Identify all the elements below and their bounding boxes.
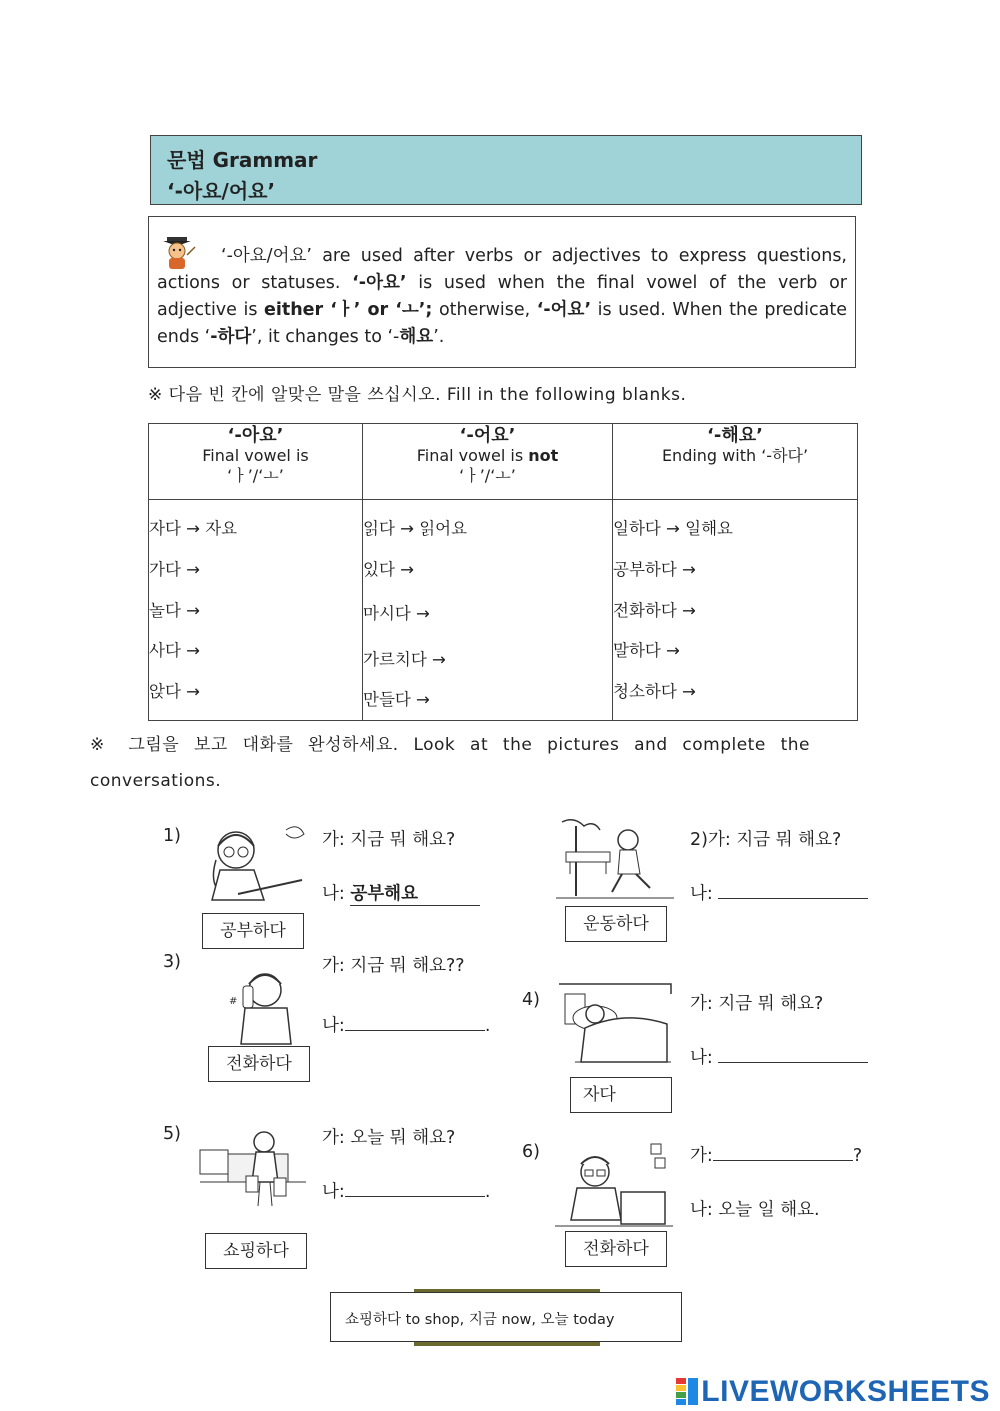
answer-input[interactable] [345,1030,485,1031]
grammar-header [150,135,862,205]
table-row[interactable]: 말하다 → [613,641,680,660]
table-row: 일하다 → 일해요 [613,519,733,538]
question-input[interactable] [713,1160,853,1161]
table-row[interactable]: 사다 → [149,641,200,660]
item-number: 4) [522,990,540,1010]
brand-name: LIVEWORKSHEETS [701,1375,990,1408]
verb-label: 전화하다 [565,1231,667,1267]
item-number: 1) [163,826,181,846]
table-row[interactable]: 가르치다 → [363,650,446,669]
verb-label: 자다 [570,1077,672,1113]
table-row: 자다 → 자요 [149,519,238,538]
answer-line: 나: [690,1044,868,1069]
header-subtitle: ‘-아요/어요’ [167,179,276,203]
question-text: 가: 지금 뭐 해요?? [322,956,465,976]
question-text: 2)가: 지금 뭐 해요? [690,830,842,850]
answer-line: 나: 공부해요 [322,880,480,906]
answer-input[interactable] [345,1196,485,1197]
verb-label: 쇼핑하다 [205,1233,307,1269]
phone-call-man-icon [225,966,297,1046]
explanation-text: ‘-아요/어요’ are used after verbs or adjectives to express questions, actions or statuses. ‘-아요’ is used when the final vowel of the verb or adjective is either ‘ㅏ’ or ‘ㅗ’; otherwise, ‘-어요’ is used. When the predicate ends ‘-하다’, it changes to ‘-해요’. [157,246,848,347]
table-header-eoyo: ‘-어요’ Final vowel is not ‘ㅏ’/‘ㅗ’ [363,424,613,500]
answer-line: 나: 오늘 일 해요. [690,1200,820,1220]
table-row[interactable]: 마시다 → [363,604,430,623]
column-eoyo-items [363,500,613,721]
item-number: 3) [163,952,181,972]
column-haeyo-items [613,500,858,721]
item-number: 5) [163,1124,181,1144]
sleeping-person-icon [555,980,675,1070]
svg-text:#: # [229,996,238,1007]
table-row[interactable]: 만들다 → [363,690,430,709]
question-text: 가: 오늘 뭐 해요? [322,1128,456,1148]
answer-input[interactable]: 공부해요 [350,880,480,906]
table-row[interactable]: 가다 → [149,560,200,579]
table-row[interactable]: 청소하다 → [613,682,696,701]
answer-input[interactable] [718,898,868,899]
question-text: 가: ? [690,1146,863,1166]
item-number: 6) [522,1142,540,1162]
table-row[interactable]: 공부하다 → [613,560,696,579]
instruction-fill-blanks: ※ 다음 빈 칸에 알맞은 말을 쓰십시오. Fill in the following blanks. [148,385,687,405]
header-title: 문법 Grammar [167,148,318,172]
answer-line: 나: . [322,1182,491,1202]
grammar-explanation-box [148,216,856,368]
table-row: 읽다 → 읽어요 [363,519,468,538]
instruction-conversations: ※ 그림을 보고 대화를 완성하세요. Look at the pictures and complete the conversations. [90,735,810,791]
vocabulary-box: 쇼핑하다 to shop, 지금 now, 오늘 today [330,1292,682,1342]
answer-line: 나: [690,880,868,905]
liveworksheets-logo [676,1375,990,1409]
table-row[interactable]: 전화하다 → [613,601,696,620]
question-text: 가: 지금 뭐 해요? [690,994,824,1014]
divider [414,1342,600,1346]
studying-girl-icon [198,820,308,908]
table-header-ayo: ‘-아요’ Final vowel is ‘ㅏ’/‘ㅗ’ [149,424,363,500]
verb-label: 공부하다 [202,913,304,949]
table-row[interactable]: 앉다 → [149,682,200,701]
logo-icon [676,1378,698,1406]
office-worker-icon [555,1140,673,1236]
column-ayo-items [149,500,363,721]
table-row[interactable]: 놀다 → [149,601,200,620]
answer-input[interactable] [718,1062,868,1063]
table-row[interactable]: 있다 → [363,560,414,579]
verb-label: 운동하다 [565,906,667,942]
running-boy-icon [556,818,674,902]
shopping-woman-icon [198,1120,308,1208]
verb-label: 전화하다 [208,1046,310,1082]
answer-line: 나: . [322,1016,491,1036]
table-header-haeyo: ‘-해요’ Ending with ‘-하다’ [613,424,858,500]
conjugation-table [148,423,858,721]
question-text: 가: 지금 뭐 해요? [322,830,456,850]
